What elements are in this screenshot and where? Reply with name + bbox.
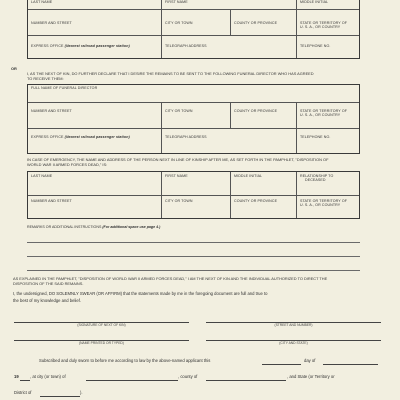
year-prefix: 19 <box>14 374 19 379</box>
nl-state-territory-cell[interactable] <box>297 196 359 218</box>
and-state-label: , and State (or Territory or <box>287 374 335 379</box>
subscribed-text: Subscribed and duly sworn to before me according to law by the above-named applicant this <box>39 358 211 363</box>
city-blank[interactable] <box>86 380 178 381</box>
month-blank[interactable] <box>323 364 378 365</box>
fd-county-province-cell[interactable] <box>231 103 297 129</box>
nl-number-street-label: NUMBER AND STREET <box>31 199 72 203</box>
signature-caption: (SIGNATURE OF NEXT OF KIN) <box>77 323 126 327</box>
nl-number-street-cell[interactable] <box>28 196 162 218</box>
city-state-caption: (CITY AND STATE) <box>279 341 308 345</box>
state-territory-label: STATE OR TERRITORY OF <box>300 21 348 25</box>
express-office-cell[interactable] <box>28 36 162 58</box>
nl-county-province-label: COUNTY OR PROVINCE <box>234 199 278 203</box>
nl-county-province-cell[interactable] <box>231 196 297 218</box>
state-territory-label-2: U. S. A., OR COUNTRY <box>300 25 341 29</box>
nl-relationship-label-2: DECEASED <box>305 178 326 182</box>
last-name-cell[interactable] <box>28 0 162 10</box>
remarks-line-3[interactable] <box>27 270 360 271</box>
emergency-line-1: IN CASE OF EMERGENCY, THE NAME AND ADDRESS OF THE PERSON NEXT IN LINE OF KINSHIP AFTER ME, AS SET FORTH IN THE PAMPHLET, "DISPOSITION OF <box>27 157 329 162</box>
nl-relationship-cell[interactable] <box>297 172 359 196</box>
explained-line-2: DISPOSITION OF THE SAID REMAINS. <box>13 281 84 286</box>
county-of-label: , county of <box>178 374 198 379</box>
fd-telegraph-address-cell[interactable] <box>162 129 297 153</box>
nl-first-name-cell[interactable] <box>162 172 231 196</box>
declaration-line-1: I, AS THE NEXT OF KIN, DO FURTHER DECLARE THAT I DESIRE THE REMAINS TO BE SENT TO THE FOLLOWING FUNERAL DIRECTOR WHO HAS AGREED <box>27 71 314 76</box>
next-of-kin-address-box <box>27 0 360 59</box>
nl-last-name-cell[interactable] <box>28 172 162 196</box>
telephone-cell[interactable] <box>297 36 359 58</box>
remarks-heading: REMARKS OR ADDITIONAL INSTRUCTIONS (For additional space use page 4.) <box>27 225 161 229</box>
emergency-line-2: WORLD WAR II ARMED FORCES DEAD," IS: <box>27 162 108 167</box>
county-blank[interactable] <box>206 380 286 381</box>
county-province-cell[interactable] <box>231 10 297 36</box>
city-town-label: CITY OR TOWN <box>165 21 193 25</box>
oath-line-1: I, the undersigned, DO SOLEMNLY SWEAR (OR AFFIRM) that the statements made by me in the foregoing document are full and true to <box>13 291 268 296</box>
funeral-director-box <box>27 84 360 154</box>
district-blank[interactable] <box>40 396 80 397</box>
printed-name-caption: (NAME PRINTED OR TYPED) <box>79 341 124 345</box>
or-label: OR <box>11 66 17 71</box>
fd-county-province-label: COUNTY OR PROVINCE <box>234 109 278 113</box>
district-end: ). <box>80 390 83 395</box>
last-name-label: LAST NAME <box>31 0 53 4</box>
fd-telephone-label: TELEPHONE NO. <box>300 135 331 139</box>
middle-initial-label: MIDDLE INITIAL <box>300 0 329 4</box>
county-province-label: COUNTY OR PROVINCE <box>234 21 278 25</box>
funeral-director-label: FULL NAME OF FUNERAL DIRECTOR <box>31 86 98 90</box>
remarks-line-1[interactable] <box>27 242 360 243</box>
remarks-line-2[interactable] <box>27 256 360 257</box>
first-name-cell[interactable] <box>162 0 297 10</box>
fd-state-territory-cell[interactable] <box>297 103 359 129</box>
funeral-director-name-cell[interactable] <box>28 85 359 103</box>
nl-middle-initial-label: MIDDLE INITIAL <box>234 174 263 178</box>
nl-last-name-label: LAST NAME <box>31 174 53 178</box>
fd-state-territory-label-2: U. S. A., OR COUNTRY <box>300 113 341 117</box>
express-office-label: EXPRESS OFFICE (Nearest railroad passenger station) <box>31 44 130 48</box>
fd-state-territory-label: STATE OR TERRITORY OF <box>300 109 348 113</box>
fd-express-office-label: EXPRESS OFFICE (Nearest railroad passenger station) <box>31 135 130 139</box>
nl-city-town-label: CITY OR TOWN <box>165 199 193 203</box>
middle-initial-cell[interactable] <box>297 0 359 10</box>
fd-number-street-cell[interactable] <box>28 103 162 129</box>
telephone-label: TELEPHONE NO. <box>300 44 331 48</box>
fd-number-street-label: NUMBER AND STREET <box>31 109 72 113</box>
nl-first-name-label: FIRST NAME <box>165 174 188 178</box>
day-blank[interactable] <box>262 364 301 365</box>
fd-city-town-cell[interactable] <box>162 103 231 129</box>
nl-relationship-label: RELATIONSHIP TO <box>300 174 334 178</box>
telegraph-address-label: TELEGRAPH ADDRESS <box>165 44 207 48</box>
fd-telegraph-address-label: TELEGRAPH ADDRESS <box>165 135 207 139</box>
nl-state-territory-label: STATE OR TERRITORY OF <box>300 199 348 203</box>
day-of-label: day of <box>304 358 316 363</box>
first-name-label: FIRST NAME <box>165 0 188 4</box>
street-caption: (STREET AND NUMBER) <box>274 323 313 327</box>
number-street-cell[interactable] <box>28 10 162 36</box>
nl-city-town-cell[interactable] <box>162 196 231 218</box>
year-blank[interactable] <box>20 380 30 381</box>
city-town-cell[interactable] <box>162 10 231 36</box>
nl-state-territory-label-2: U. S. A., OR COUNTRY <box>300 203 341 207</box>
fd-city-town-label: CITY OR TOWN <box>165 109 193 113</box>
oath-line-2: the best of my knowledge and belief. <box>13 298 81 303</box>
state-territory-cell[interactable] <box>297 10 359 36</box>
declaration-line-2: TO RECEIVE THEM: <box>27 76 64 81</box>
next-in-line-box <box>27 171 360 219</box>
fd-express-office-cell[interactable] <box>28 129 162 153</box>
telegraph-address-cell[interactable] <box>162 36 297 58</box>
explained-line-1: AS EXPLAINED IN THE PAMPHLET, "DISPOSITION OF WORLD WAR II ARMED FORCES DEAD," I AM THE NEXT OF KIN AND THE INDIVIDUAL AUTHORIZED TO DIRECT THE <box>13 276 328 281</box>
fd-telephone-cell[interactable] <box>297 129 359 153</box>
district-of-label: District of <box>14 390 32 395</box>
nl-middle-initial-cell[interactable] <box>231 172 297 196</box>
at-city-label: , at city (or town) of <box>30 374 66 379</box>
number-street-label: NUMBER AND STREET <box>31 21 72 25</box>
